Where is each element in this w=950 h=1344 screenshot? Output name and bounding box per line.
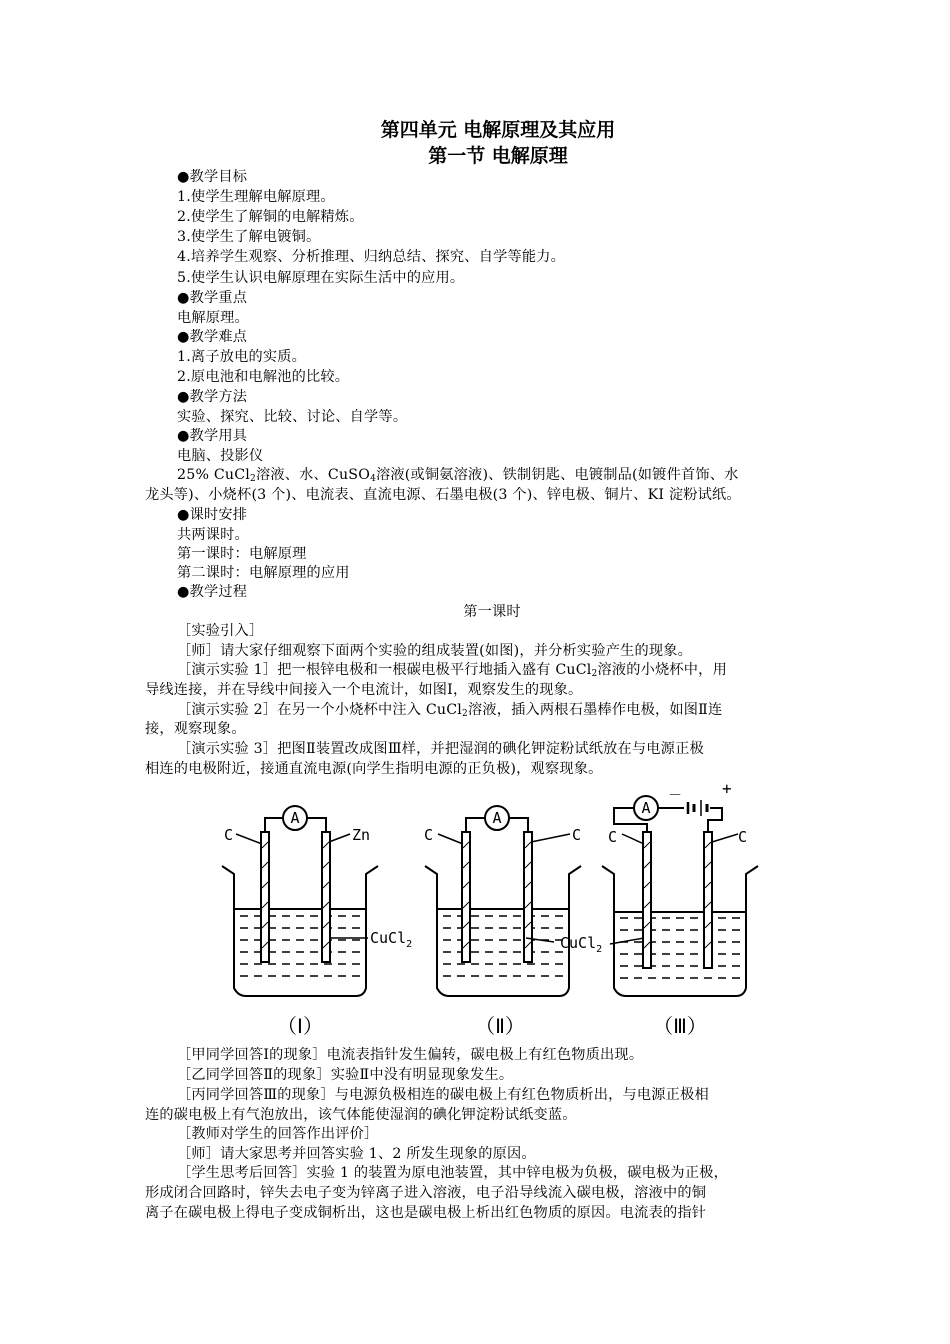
paragraph: ［学生思考后回答］实验 1 的装置为原电池装置，其中锌电极为负极，碳电极为正极， [177,1165,728,1181]
paragraph: ［演示实验 1］把一根锌电极和一根碳电极平行地插入盛有 CuCl$_2$溶液的小烧杯中，用 [177,662,727,679]
paragraph: ［乙同学回答Ⅱ的现象］实验Ⅱ中没有明显现象发生。 [177,1067,514,1083]
paragraph: 形成闭合回路时，锌失去电子变为锌离子进入溶液，电子沿导线流入碳电极，溶液中的铜 [145,1185,707,1201]
tools-heading: ●教学用具 [177,428,248,444]
paragraph: ［演示实验 3］把图Ⅱ装置改成图Ⅲ样，并把湿润的碘化钾淀粉试纸放在与电源正极 [177,741,704,757]
paragraph: 连的碳电极上有气泡放出，该气体能使湿润的碘化钾淀粉试纸变蓝。 [145,1107,577,1123]
focus-heading: ●教学重点 [177,290,248,306]
paragraph: ［师］请大家思考并回答实验 1、2 所发生现象的原因。 [177,1146,536,1162]
schedule-heading: ●课时安排 [177,507,248,523]
ammeter-label: A [641,799,651,817]
beaker-2 [425,806,581,996]
objective-item: 3.使学生了解电镀铜。 [177,229,321,245]
objective-item: 1.使学生理解电解原理。 [177,189,335,205]
figure-label-1: （Ⅰ） [277,1014,323,1038]
electrolysis-figure [210,778,770,1042]
beaker-3 [602,796,758,996]
ammeter-label: A [492,809,502,827]
objective-item: 5.使学生认识电解原理在实际生活中的应用。 [177,270,465,286]
focus-text: 电解原理。 [177,310,249,326]
process-heading: ●教学过程 [177,584,248,600]
positive-terminal-label: + [722,779,732,798]
difficulty-heading: ●教学难点 [177,329,248,345]
objective-item: 2.使学生了解铜的电解精炼。 [177,209,364,225]
paragraph: ［丙同学回答Ⅲ的现象］与电源负极相连的碳电极上有红色物质析出，与电源正极相 [177,1087,709,1103]
electrode-label: C [572,826,582,844]
electrode-label: C [424,826,434,844]
schedule-item: 共两课时。 [177,527,249,543]
paragraph: 接，观察现象。 [145,721,246,737]
tools-line: 电脑、投影仪 [177,448,264,464]
schedule-item: 第一课时：电解原理 [177,546,307,562]
paragraph: ［师］请大家仔细观察下面两个实验的组成装置(如图)，并分析实验产生的现象。 [177,643,693,659]
objectives-heading: ●教学目标 [177,169,248,185]
paragraph: ［教师对学生的回答作出评价］ [177,1126,379,1142]
paragraph: 相连的电极附近，接通直流电源(向学生指明电源的正负极)，观察现象。 [145,761,603,777]
materials-line: 25% CuCl$_2$溶液、水、CuSO$_4$溶液(或铜氨溶液)、铁制钥匙、电镀制品(如镀件首饰、水 [177,467,739,484]
electrode-label: C [608,828,618,846]
difficulty-item: 1.离子放电的实质。 [177,349,307,365]
paragraph: ［甲同学回答Ⅰ的现象］电流表指针发生偏转，碳电极上有红色物质出现。 [177,1047,644,1063]
electrode-label: C [224,826,234,844]
paragraph: 离子在碳电极上得电子变成铜析出，这也是碳电极上析出红色物质的原因。电流表的指针 [145,1205,707,1221]
schedule-item: 第二课时：电解原理的应用 [177,565,350,581]
figure-label-3: （Ⅲ） [653,1014,707,1038]
method-text: 实验、探究、比较、讨论、自学等。 [177,409,408,425]
difficulty-item: 2.原电池和电解池的比较。 [177,369,350,385]
solution-label: CuCl$_2$ [560,934,603,955]
unit-title: 第四单元 电解原理及其应用 [380,119,616,141]
electrode-label: Zn [352,826,371,844]
objective-item: 4.培养学生观察、分析推理、归纳总结、探究、自学等能力。 [177,249,566,265]
method-heading: ●教学方法 [177,389,248,405]
figure-label-2: （Ⅱ） [475,1014,525,1038]
section-title: 第一节 电解原理 [428,145,568,167]
electrode-label: C [738,828,748,846]
paragraph: 导线连接，并在导线中间接入一个电流计，如图Ⅰ，观察发生的现象。 [145,682,583,698]
solution-label: CuCl$_2$ [370,929,413,950]
ammeter-label: A [290,809,300,827]
paragraph: ［演示实验 2］在另一个小烧杯中注入 CuCl$_2$溶液，插入两根石墨棒作电极，如图Ⅱ连 [177,702,723,719]
materials-line: 龙头等)、小烧杯(3 个)、电流表、直流电源、石墨电极(3 个)、锌电极、铜片、KI 淀粉试纸。 [145,487,741,503]
lesson-subheading: 第一课时 [463,604,521,620]
paragraph: ［实验引入］ [177,623,264,639]
negative-terminal-label: － [668,788,682,804]
